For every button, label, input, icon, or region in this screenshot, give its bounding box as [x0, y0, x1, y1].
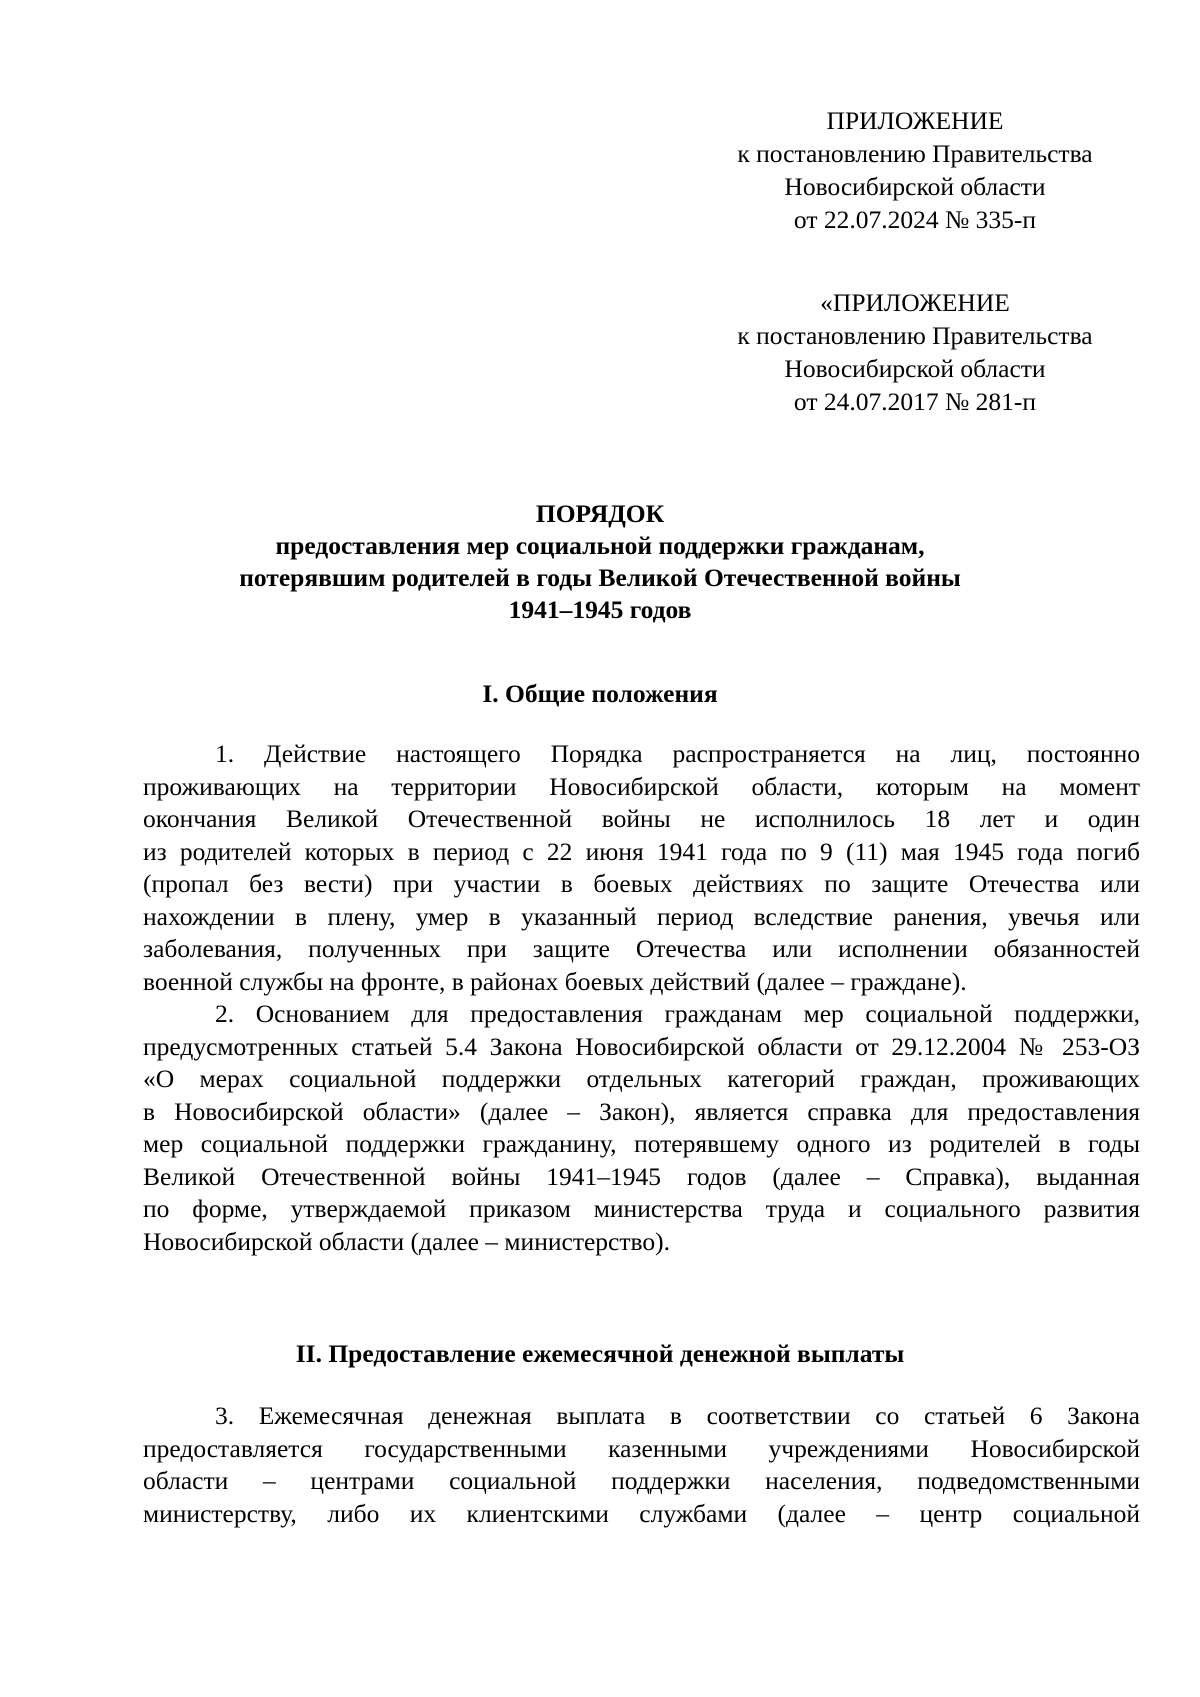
paragraph-3	[143, 1400, 1140, 1530]
title-subtitle-line: 1941–1945 годов	[508, 595, 692, 624]
paragraph-line: области – центрами социальной поддержки населения, подведомственными	[143, 1466, 1140, 1495]
appendix-date-number: от 24.07.2017 № 281-п	[793, 387, 1037, 416]
paragraph-line: «О мерах социальной поддержки отдельных категорий граждан, проживающих	[143, 1064, 1140, 1093]
paragraph-line: из родителей которых в период с 22 июня 1941 года по 9 (11) мая 1945 года погиб	[143, 836, 1140, 866]
appendix-title: ПРИЛОЖЕНИЕ	[826, 106, 1004, 135]
paragraph-line: нахождении в плену, умер в указанный период вследствие ранения, увечья или	[143, 901, 1140, 931]
paragraph-line: окончания Великой Отечественной войны не исполнилось 18 лет и один	[143, 804, 1140, 833]
appendix-title: «ПРИЛОЖЕНИЕ	[820, 288, 1010, 317]
paragraph-line: заболевания, полученных при защите Отечества или исполнении обязанностей	[143, 934, 1140, 963]
title-subtitle-line: предоставления мер социальной поддержки гражданам,	[275, 531, 925, 560]
paragraph-line: Великой Отечественной войны 1941–1945 годов (далее – Справка), выданная	[143, 1161, 1140, 1191]
title-subtitle-line: потерявшим родителей в годы Великой Отечественной войны	[239, 563, 961, 592]
paragraph-line: 1. Действие настоящего Порядка распространяется на лиц, постоянно	[215, 739, 1140, 768]
appendix-region-line: Новосибирской области	[784, 354, 1046, 383]
document-title	[140, 498, 1060, 626]
paragraph-2	[143, 998, 1140, 1258]
paragraph-line: (пропал без вести) при участии в боевых действиях по защите Отечества или	[143, 869, 1140, 898]
section-heading-monthly-payment: II. Предоставление ежемесячной денежной выплаты	[295, 1339, 905, 1368]
paragraph-line: проживающих на территории Новосибирской области, которым на момент	[143, 771, 1140, 801]
paragraph-line: предоставляется государственными казенными учреждениями Новосибирской	[143, 1433, 1140, 1463]
paragraph-line: Новосибирской области (далее – министерство).	[143, 1226, 670, 1256]
appendix-reference-line: к постановлению Правительства	[737, 139, 1093, 168]
paragraph-line: мер социальной поддержки гражданину, потерявшему одного из родителей в годы	[143, 1129, 1140, 1158]
paragraph-line: военной службы на фронте, в районах боевых действий (далее – граждане).	[143, 966, 967, 996]
title-main: ПОРЯДОК	[535, 499, 665, 528]
appendix-header-original	[700, 286, 1130, 418]
paragraph-line: 3. Ежемесячная денежная выплата в соответствии со статьей 6 Закона	[215, 1401, 1140, 1430]
appendix-reference-line: к постановлению Правительства	[737, 321, 1093, 350]
paragraph-line: министерству, либо их клиентскими службами (далее – центр социальной	[143, 1498, 1140, 1528]
paragraph-1	[143, 738, 1140, 998]
appendix-date-number: от 22.07.2024 № 335-п	[793, 205, 1037, 234]
appendix-region-line: Новосибирской области	[784, 172, 1046, 201]
paragraph-line: предусмотренных статьей 5.4 Закона Новосибирской области от 29.12.2004 № 253-ОЗ	[143, 1031, 1140, 1061]
paragraph-line: 2. Основанием для предоставления гражданам мер социальной поддержки,	[215, 999, 1140, 1028]
paragraph-line: по форме, утверждаемой приказом министерства труда и социального развития	[143, 1194, 1140, 1223]
section-heading-general: I. Общие положения	[482, 679, 718, 708]
paragraph-line: в Новосибирской области» (далее – Закон), является справка для предоставления	[143, 1096, 1140, 1126]
appendix-header-current	[700, 104, 1130, 236]
